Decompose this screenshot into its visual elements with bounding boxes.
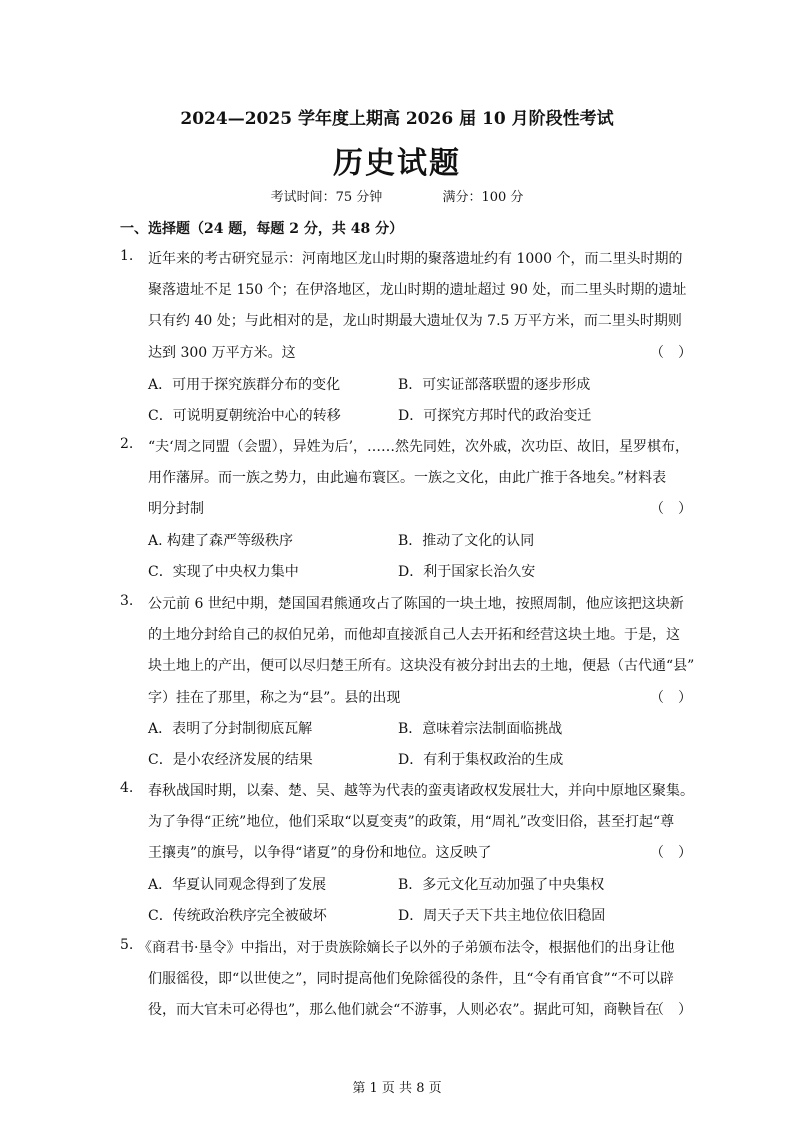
question-line: 聚落遗址不足 150 个；在伊洛地区，龙山时期的遗址超过 90 处，而二里头时期的遗址 [148,282,687,298]
option-d: D．周天子天下共主地位依旧稳固 [398,908,606,924]
subject-title: 历史试题 [333,146,461,181]
option-d: D．利于国家长治久安 [398,564,536,580]
question-line: 为了争得“正统”地位，他们采取“以夏变夷”的政策，用“周礼”改变旧俗，甚至打起“尊 [148,814,675,830]
option-d: D．可探究方邦时代的政治变迁 [398,408,592,424]
option-c: C．可说明夏朝统治中心的转移 [148,408,341,424]
question-line: 的土地分封给自己的叔伯兄弟，而他却直接派自己人去开拓和经营这块土地。于是，这 [148,627,680,643]
question-line: 役，而大官未可必得也”，那么他们就会“不游事，人则必农”。据此可知，商鞅旨在 [148,1002,660,1018]
question-line: “夫‘周之同盟（会盟），异姓为后’，……然先同姓，次外戚，次功臣、故旧，星罗棋布， [148,439,690,455]
section-heading: 一、选择题（24 题，每题 2 分，共 48 分） [120,221,404,237]
question-line: 字）挂在了那里，称之为“县”。县的出现 [148,690,401,706]
question-line: 公元前 6 世纪中期，楚国国君熊通攻占了陈国的一块土地，按照周制，他应该把这块新 [148,596,684,612]
option-a: A．华夏认同观念得到了发展 [148,877,327,893]
question-number: 1. [120,248,134,264]
option-c: C．传统政治秩序完全被破坏 [148,908,327,924]
answer-blank: （ ） [650,1002,692,1018]
question-number: 5. [120,937,134,953]
option-a: A．表明了分封制彻底瓦解 [148,721,313,737]
exam-time: 考试时间：75 分钟 [270,190,383,205]
question-line: 用作藩屏。而一族之势力，由此遍布寰区。一族之文化，由此广推于各地矣。”材料表 [148,470,667,486]
answer-blank: （ ） [650,690,692,706]
exam-title: 2024—2025 学年度上期高 2026 届 10 月阶段性考试 [180,109,614,129]
question-line: 《商君书·垦令》中指出，对于贵族除嫡长子以外的子弟颁布法令，根据他们的出身让他 [138,940,675,956]
option-c: C．实现了中央权力集中 [148,564,299,580]
question-number: 2. [120,436,134,452]
answer-blank: （ ） [650,845,692,861]
question-number: 3. [120,593,134,609]
question-line: 春秋战国时期，以秦、楚、吴、越等为代表的蛮夷诸政权发展壮大，并向中原地区聚集。 [148,783,694,799]
option-b: B．可实证部落联盟的逐步形成 [398,377,591,393]
option-b: B．多元文化互动加强了中央集权 [398,877,605,893]
option-c: C．是小农经济发展的结果 [148,752,313,768]
question-line: 明分封制 [148,501,204,517]
option-a: A. 构建了森严等级秩序 [148,533,294,549]
exam-meta [0,186,794,205]
question-line: 块土地上的产出，便可以尽归楚王所有。这块没有被分封出去的土地，便悬（古代通“县” [148,658,695,674]
page-footer: 第 1 页 共 8 页 [352,1081,442,1096]
exam-score: 满分：100 分 [442,190,524,205]
question-line: 只有约 40 处；与此相对的是，龙山时期最大遗址仅为 7.5 万平方米，而二里头时期则 [148,313,682,329]
question-number: 4. [120,780,134,796]
question-line: 近年来的考古研究显示：河南地区龙山时期的聚落遗址约有 1000 个，而二里头时期的 [148,251,683,267]
option-d: D．有利于集权政治的生成 [398,752,564,768]
question-line: 王攘夷”的旗号，以争得“诸夏”的身份和地位。这反映了 [148,845,492,861]
option-a: A．可用于探究族群分布的变化 [148,377,341,393]
answer-blank: （ ） [650,501,692,517]
answer-blank: （ ） [650,345,692,361]
question-line: 们服徭役，即“以世使之”，同时提高他们免除徭役的条件，且“令有甬官食”“不可以辟 [148,971,674,987]
option-b: B．推动了文化的认同 [398,533,535,549]
option-b: B．意味着宗法制面临挑战 [398,721,563,737]
question-line: 达到 300 万平方米。这 [148,345,296,361]
